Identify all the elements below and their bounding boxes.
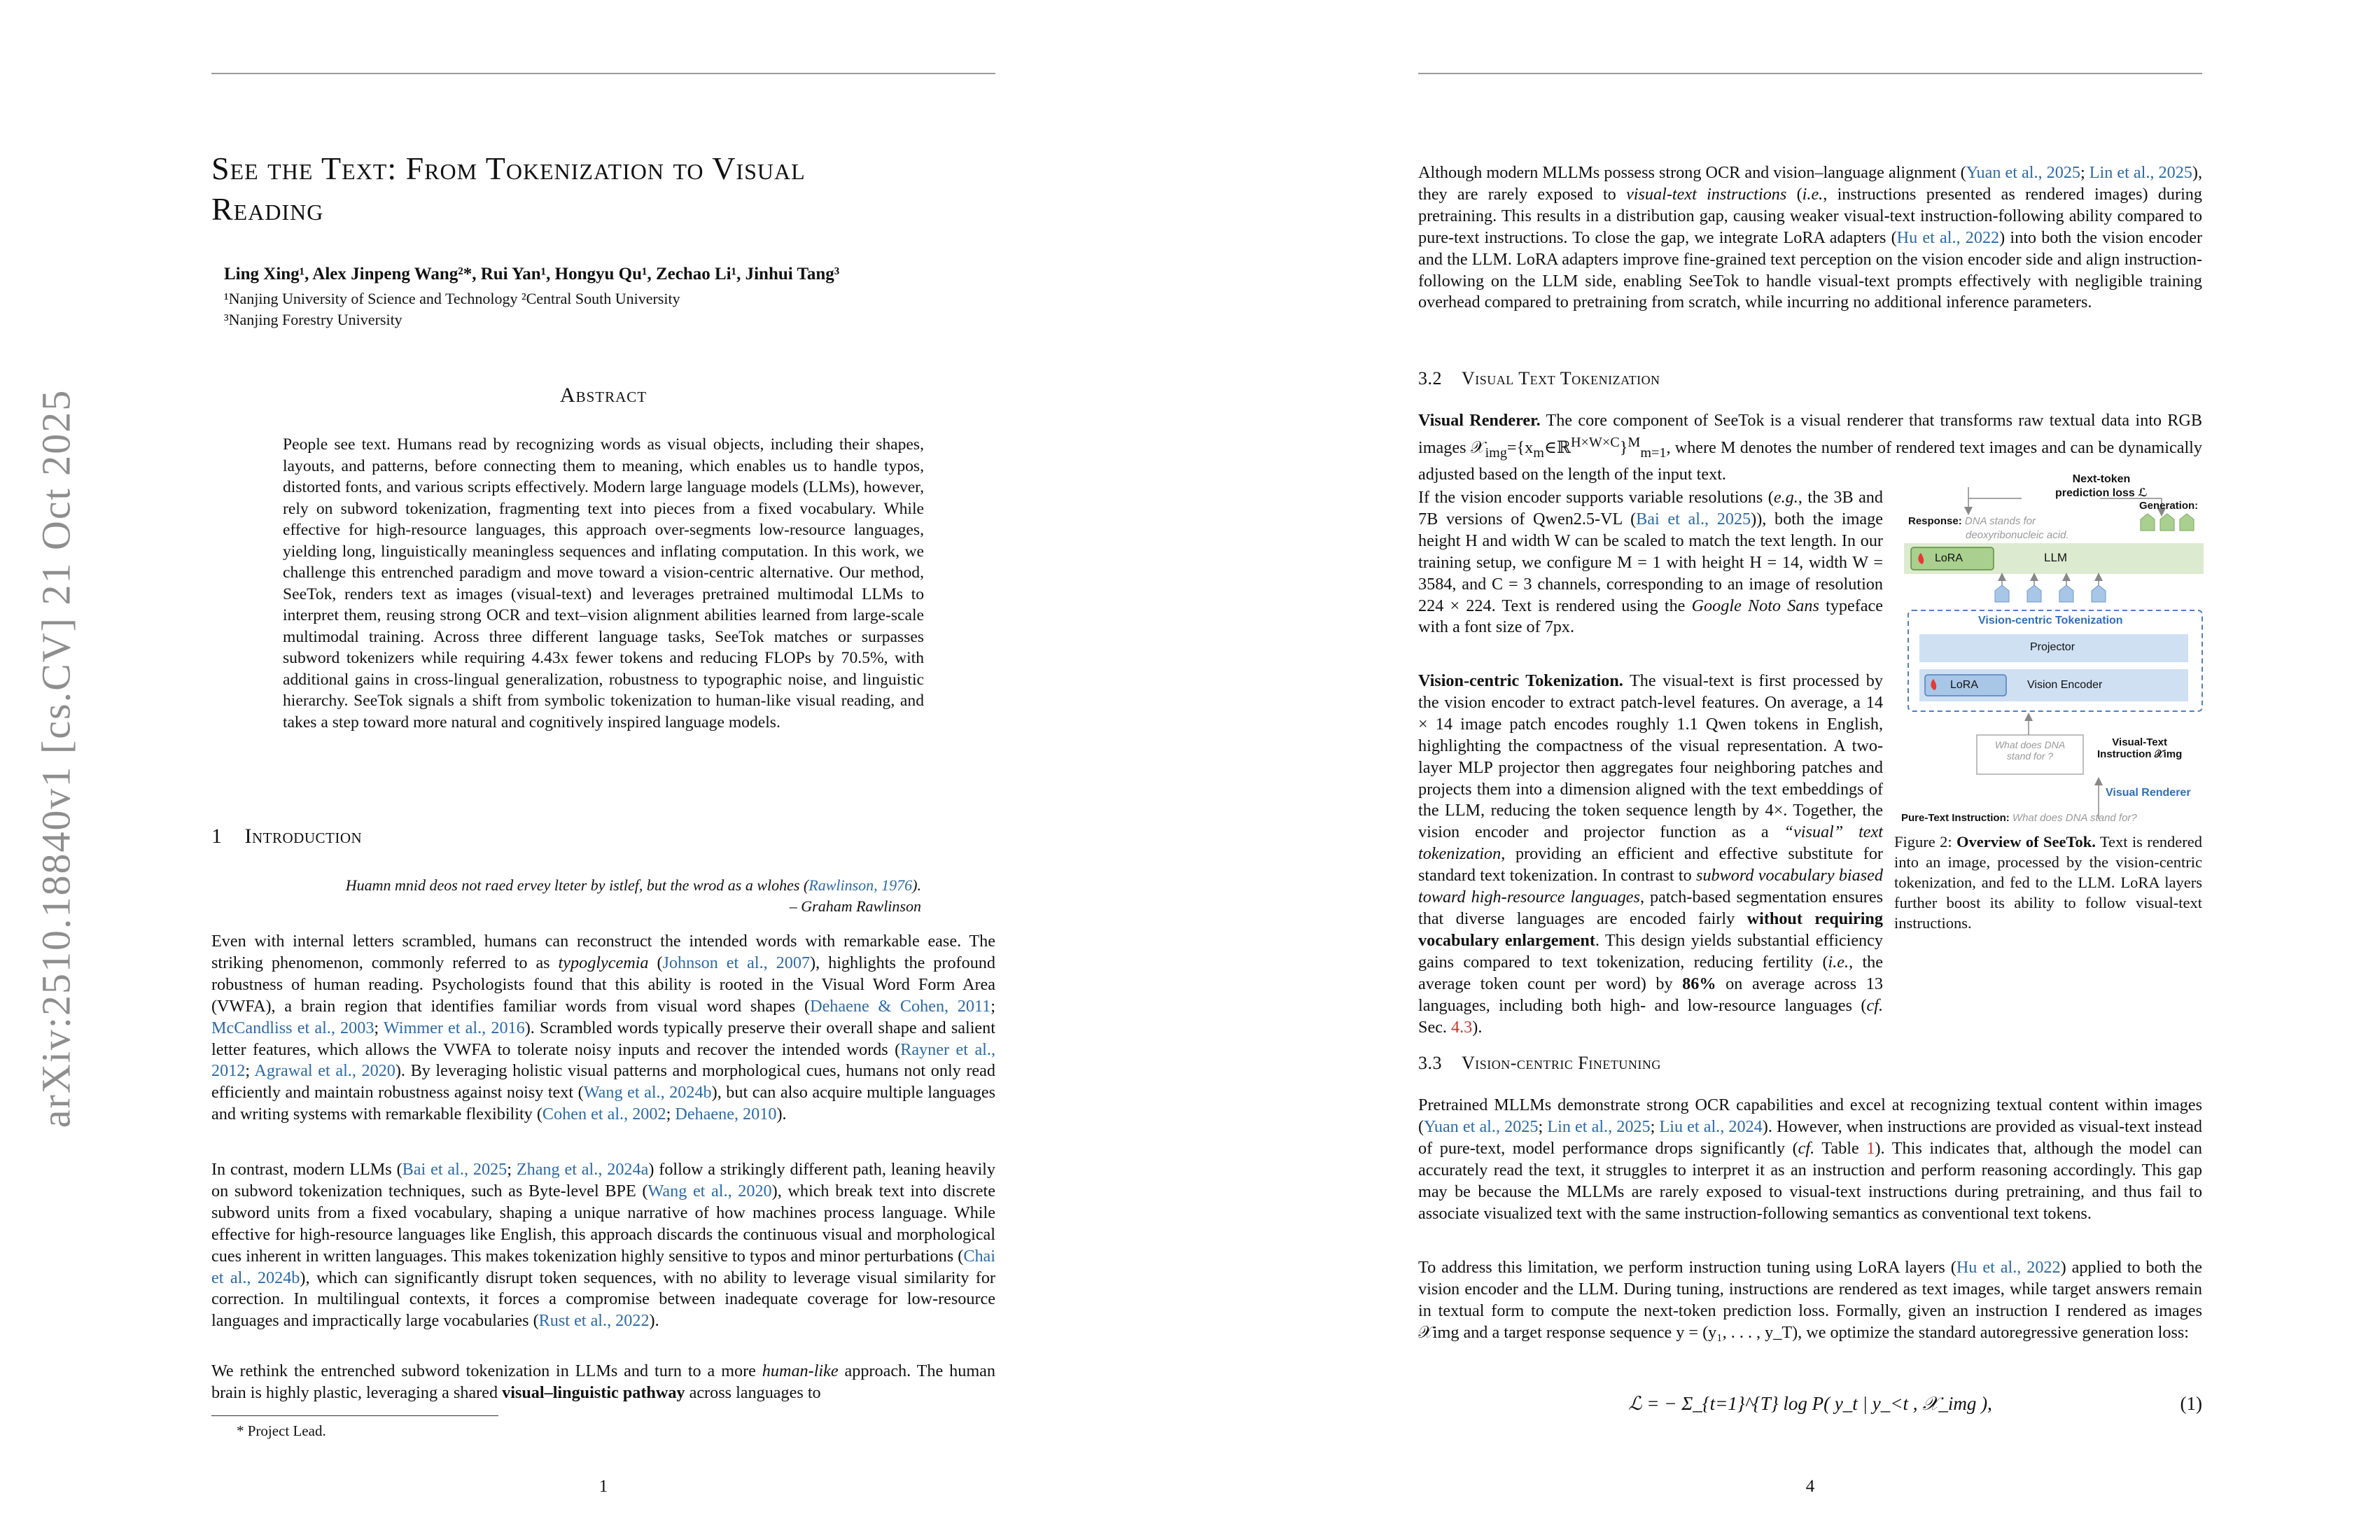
text-run: ), which break text into discrete subword units from a fixed vocabulary, shaping a unique narrative of how machines process language. While effective for high-resource languages like English, this approach discards the continuous visual and morphological cues inherent in written languages. This makes tokenization highly sensitive to typos and minor perturbations ( <box>211 1181 995 1266</box>
citation-link[interactable]: Lin et al., 2025 <box>2089 163 2192 182</box>
text-run: )), both the image height H and width W can be scaled to match the text length. In our training setup, we configure M = 1 with height H = 14, width W = 3584, and C = 3 channels, corresponding to an image of resolution 224 × 224. Text is rendered using the <box>1418 509 1883 615</box>
text-run: Although modern MLLMs possess strong OCR and vision–language alignment ( <box>1418 163 1966 182</box>
text-run: ), they are rarely exposed to <box>1418 163 2203 204</box>
rendered-question <box>1977 739 2083 762</box>
text-run: ), highlights the profound robustness of human reading. Psychologists found that this ability is rooted in the Visual Word Form Area (VWFA), a brain region that identifies familiar words from visual word shapes ( <box>211 953 995 1016</box>
strong-text: 86% <box>1682 974 1716 993</box>
math-subscript: img <box>1485 444 1507 461</box>
text-run: , where M denotes the number of rendered text images and can be dynamically adjusted based on the length of the input text. <box>1418 438 2202 484</box>
text-run: on average across 13 languages, including both high- and low-resource languages ( <box>1418 974 1883 1015</box>
rendered-question-line: stand for ? <box>2006 750 2054 762</box>
page-number: 4 <box>1805 1477 1815 1496</box>
section-3-3-heading <box>1418 1053 1661 1074</box>
citation-link[interactable]: Rawlinson, 1976 <box>808 876 913 894</box>
text-run: Pretrained MLLMs demonstrate strong OCR capabilities and excel at recognizing textual content within images ( <box>1418 1096 2202 1136</box>
strong-text: visual–linguistic pathway <box>502 1382 685 1402</box>
text-run: , the 3B and 7B versions of Qwen2.5-VL ( <box>1418 488 1883 528</box>
text-run: ) into both the vision encoder and the LLM. LoRA adapters improve fine-grained text perception on the vision encoder side and align instruction-following on the LLM side, enabling SeeTok to handle visual-text prompts effectively with negligible training overhead compared to pretraining from scratch, while incurring no additional inference parameters. <box>1418 227 2202 312</box>
prediction-loss-line: prediction loss ℒ <box>2055 487 2148 499</box>
intro-paragraph-1 <box>211 931 995 1126</box>
text-run: across languages to <box>685 1382 821 1402</box>
text-run: ; <box>1650 1116 1660 1136</box>
text-run: ; <box>666 1105 676 1124</box>
generation-token <box>2141 514 2155 531</box>
text-run: ). <box>776 1105 787 1124</box>
citation-link[interactable]: Yuan et al., 2025 <box>1966 163 2080 182</box>
citation-link[interactable]: Lin et al., 2025 <box>1547 1116 1651 1136</box>
math-superscript: H×W×C <box>1570 434 1620 450</box>
abstract-heading: Abstract <box>559 384 648 407</box>
text-run: } <box>1619 438 1628 457</box>
caption-title: Overview of SeeTok. <box>1956 833 2096 850</box>
text-run: In contrast, modern LLMs ( <box>211 1160 402 1179</box>
text-run: ). <box>1472 1017 1483 1037</box>
text-run: ; <box>2080 163 2090 182</box>
next-token-line: Next-token <box>2072 473 2131 485</box>
generation-token <box>2160 514 2174 531</box>
text-run: ( <box>648 953 663 972</box>
footnote: * Project Lead. <box>237 1422 326 1439</box>
text-run: ∈ℝ <box>1544 438 1571 457</box>
generation-token <box>2180 514 2194 531</box>
section-number: 1 <box>211 825 223 848</box>
text-run: We rethink the entrenched subword tokenization in LLMs and turn to a more <box>211 1362 762 1380</box>
header-rule <box>1418 73 2202 74</box>
citation-link[interactable]: Wang et al., 2024b <box>583 1083 712 1102</box>
text-run: , instructions presented as rendered images) during pretraining. This results in a distribution gap, causing weaker visual-text instruction-following ability compared to pure-text instructions. To close the gap, we integrate LoRA adapters ( <box>1418 184 2202 247</box>
emphasis: subword vocabulary biased toward high-resource languages <box>1418 866 1883 907</box>
text-run: ), but can also acquire multiple languages and writing systems with remarkable flexibility ( <box>211 1083 995 1124</box>
text-run: ). <box>649 1311 659 1331</box>
emphasis: cf. <box>1866 995 1883 1015</box>
llm-label: LLM <box>2044 551 2068 564</box>
section-1-heading <box>211 825 362 848</box>
abstract-text: People see text. Humans read by recognizing words as visual objects, including their shapes, layouts, and patterns, before connecting them to meaning, which enables us to handle typos, distorted fonts, and various scripts effectively. Modern large language models (LLMs), however, rely on subword tokenization, fragmenting text into pieces from a fixed vocabulary. While effective for high-resource languages, this approach over-segments low-resource languages, yielding long, linguistically meaningless sequences and inflating computation. In this work, we challenge this entrenched paradigm and move toward a vision-centric alternative. Our method, SeeTok, renders text as images (visual-text) and leverages pretrained multimodal LLMs to interpret them, reusing strong OCR and text–vision alignment abilities learned from large-scale multimodal training. Across three different language tasks, SeeTok matches or surpasses subword tokenizers while requiring 4.43x fewer tokens and reducing FLOPs by 70.5%, with additional gains in cross-lingual generalization, robustness to typographic noise, and linguistic hierarchy. SeeTok signals a shift from symbolic tokenization to human-like visual reading, and takes a step toward more natural and cognitively inspired language models. <box>283 435 924 732</box>
response-heading: Response: <box>1908 515 1962 527</box>
paragraph-label: Visual Renderer. <box>1418 411 1541 430</box>
equation-number: (1) <box>2180 1393 2202 1414</box>
text-run: To address this limitation, we perform instruction tuning using LoRA layers ( <box>1418 1258 1956 1277</box>
section-number: 3.2 <box>1418 368 1442 388</box>
citation-link[interactable]: Rayner et al., 2012 <box>211 1040 995 1081</box>
text-run: ). Scrambled words typically preserve their overall shape and salient letter features, which allows the VWFA to tolerate noisy inputs and recover the intended words ( <box>211 1018 995 1059</box>
text-run: ; <box>245 1061 255 1081</box>
loss-bracket-left <box>1968 487 2022 498</box>
epigraph <box>211 875 921 917</box>
text-run: ( <box>1786 184 1802 204</box>
text-run: Even with internal letters scrambled, humans can reconstruct the intended words with remarkable ease. The striking phenomenon, commonly referred to as <box>211 932 995 972</box>
text-run: ; <box>507 1160 517 1179</box>
section-reference-link[interactable]: 4.3 <box>1451 1017 1473 1037</box>
vision-centric-label: Vision-centric Tokenization <box>1978 615 2123 626</box>
text-run: ). This indicates that, although the model can accurately read the text, it struggles to interpret it as an instruction and perform reasoning accordingly. This gap may be because the MLLMs are rarely exposed to visual-text instructions during pretraining, and thus fail to associate visualized text with the same instruction-following semantics as conventional text tokens. <box>1418 1138 2202 1223</box>
citation-link[interactable]: Cohen et al., 2002 <box>542 1105 666 1124</box>
text-run: typeface with a font size of 7px. <box>1418 596 1883 637</box>
lora-label: LoRA <box>1950 679 1979 691</box>
vt-line: Instruction 𝒳img <box>2097 748 2183 760</box>
arxiv-identifier: arXiv:2510.18840v1 [cs.CV] 21 Oct 2025 <box>33 388 79 1128</box>
right-page <box>1190 0 2380 1540</box>
text-run: ) follow a strikingly different path, leaning heavily on subword tokenization techniques, such as Byte-level BPE ( <box>211 1160 995 1200</box>
text-run: ; <box>990 996 996 1016</box>
figure-2-diagram <box>1890 473 2206 827</box>
text-run: The visual-text is first processed by the vision encoder to extract patch-level features. On average, a 14 × 14 image patch encodes roughly 1.1 Qwen tokens in English, highlighting the compactness of the visual representation. A two-layer MLP projector then aggregates four neighboring patches and projects them into a dimension aligned with the text embeddings of the LLM, reducing the token sequence length by 4×. Together, the vision encoder and projector function as a <box>1418 671 1883 842</box>
emphasis: e.g. <box>1773 488 1798 507</box>
figure-2-caption <box>1894 832 2202 933</box>
equation-body: ℒ = − Σ_{t=1}^{T} log P( y_t | y_<t , 𝒳_img ), <box>1628 1393 1992 1414</box>
quote-text: Huamn mnid deos not raed ervey lteter by istlef, but the wrod as a wlohes ( <box>345 876 809 894</box>
rendered-question-line: What does DNA <box>1994 739 2066 750</box>
pure-text-value: What does DNA stand for? <box>2012 812 2137 824</box>
citation-link[interactable]: Bai et al., 2025 <box>1636 509 1751 528</box>
text-run: , providing an efficient and effective substitute for standard text tokenization. In contrast to <box>1418 844 1883 886</box>
response-label <box>1908 515 2036 527</box>
text-run: If the vision encoder supports variable resolutions ( <box>1418 488 1774 507</box>
lora-label: LoRA <box>1935 552 1963 564</box>
finetuning-paragraph-2 <box>1418 1257 2202 1344</box>
text-run: Sec. <box>1418 1017 1452 1037</box>
affiliation-2: ³Nanjing Forestry University <box>224 311 402 328</box>
text-run: , patch-based segmentation ensures that diverse languages are encoded fairly <box>1418 888 1883 928</box>
paper-title <box>211 148 995 230</box>
text-run: ; <box>374 1018 384 1037</box>
emphasis: visual-text instructions <box>1626 184 1787 204</box>
emphasis: i.e. <box>1802 184 1823 204</box>
citation-link[interactable]: Yuan et al., 2025 <box>1424 1116 1539 1136</box>
text-run: Table <box>1814 1138 1867 1158</box>
section-title: Visual Text Tokenization <box>1462 368 1660 388</box>
section-title: Vision-centric Finetuning <box>1462 1053 1661 1073</box>
resolution-paragraph <box>1418 487 1883 638</box>
vision-encoder-label: Vision Encoder <box>2027 679 2103 691</box>
visual-token <box>2027 585 2041 602</box>
text-run: ). By leveraging holistic visual patterns and morphological cues, humans not only read efficiently and maintain robustness against noisy text ( <box>211 1061 995 1102</box>
math-subscript: m=1 <box>1640 444 1667 461</box>
title-line-1: See the Text: From Tokenization to Visual <box>211 150 806 186</box>
citation-link[interactable]: Dehaene & Cohen, 2011 <box>810 996 991 1016</box>
next-token-label <box>2055 473 2148 500</box>
text-run: ; <box>1538 1116 1548 1136</box>
citation-link[interactable]: Dehaene, 2010 <box>675 1105 777 1124</box>
quote-end: ). <box>912 876 921 894</box>
citation-link[interactable]: Liu et al., 2024 <box>1659 1116 1763 1136</box>
footnote-rule <box>211 1415 498 1416</box>
emphasis: “visual” text tokenization <box>1418 822 1883 864</box>
visual-text-instruction-label <box>2097 736 2182 760</box>
finetuning-paragraph-1 <box>1418 1095 2202 1224</box>
strong-text: without requiring vocabulary enlargement <box>1418 909 1883 950</box>
projector-label: Projector <box>2030 641 2076 653</box>
citation-link[interactable]: Agrawal et al., 2020 <box>254 1061 396 1081</box>
response-text-2: deoxyribonucleic acid. <box>1966 529 2069 541</box>
caption-prefix: Figure 2: <box>1894 833 1957 850</box>
epigraph-text <box>211 875 921 896</box>
author-list: Ling Xing¹, Alex Jinpeng Wang²*, Rui Yan¹, Hongyu Qu¹, Zechao Li¹, Jinhui Tang³ <box>224 265 840 284</box>
text-run: The core component of SeeTok is a visual renderer that transforms raw textual data into RGB images 𝒳 <box>1418 411 2203 457</box>
visual-token <box>2059 585 2073 602</box>
generation-label: Generation: <box>2139 500 2199 512</box>
intro-paragraph-3 <box>211 1361 995 1404</box>
table-reference-link[interactable]: 1 <box>1866 1138 1875 1158</box>
emphasis: Google Noto Sans <box>1691 596 1819 615</box>
citation-link[interactable]: Wimmer et al., 2016 <box>383 1018 525 1037</box>
citation-link[interactable]: Hu et al., 2022 <box>1896 227 2000 247</box>
text-run: ). However, when instructions are provided as visual-text instead of pure-text, model performance drops significantly ( <box>1418 1116 2202 1158</box>
citation-link[interactable]: Johnson et al., 2007 <box>662 953 811 972</box>
emphasis: cf. <box>1798 1138 1815 1158</box>
vision-centric-tokenization-paragraph <box>1418 671 1883 1038</box>
emphasis: i.e. <box>1828 952 1849 972</box>
vt-line: Visual-Text <box>2112 736 2167 748</box>
text-run: ) applied to both the vision encoder and the LLM. During tuning, instructions are rendered as text images, while target answers remain in textual form to compute the next-token prediction loss. Formally, given an instruction I rendered as images 𝒳img and a target response sequence y = (y₁, . . . , y_T), we optimize the standard autoregressive generation loss: <box>1418 1258 2202 1342</box>
citation-link[interactable]: Chai et al., 2024b <box>211 1246 995 1287</box>
visual-token <box>2092 585 2106 602</box>
epigraph-attribution: – Graham Rawlinson <box>789 897 921 915</box>
citation-link[interactable]: Bai et al., 2025 <box>402 1160 507 1179</box>
caption-text: Text is rendered into an image, processed by the vision-centric tokenization, and fed to the LLM. LoRA layers further boost its ability to follow visual-text instructions. <box>1894 833 2202 932</box>
paragraph-label: Vision-centric Tokenization. <box>1418 671 1623 690</box>
term-emphasis: typoglycemia <box>558 953 649 972</box>
math-superscript: M <box>1628 434 1641 450</box>
text-run: , the average token count per word) by <box>1418 952 1883 993</box>
citation-link[interactable]: Rust et al., 2022 <box>538 1311 650 1331</box>
text-run: ={x <box>1506 438 1534 457</box>
emphasis: human-like <box>762 1362 839 1380</box>
intro-paragraph-2 <box>211 1159 995 1332</box>
pure-text-heading: Pure-Text Instruction: <box>1901 812 2010 824</box>
affiliation-1: ¹Nanjing University of Science and Technology ²Central South University <box>224 290 680 307</box>
section-number: 3.3 <box>1418 1053 1442 1073</box>
pure-text-instruction <box>1901 812 2137 824</box>
citation-link[interactable]: McCandliss et al., 2003 <box>211 1018 374 1037</box>
section-title: Introduction <box>244 825 363 848</box>
header-rule <box>211 73 995 74</box>
text-run: . This design yields substantial efficiency gains compared to text tokenization, reducing fertility ( <box>1418 930 1883 972</box>
citation-link[interactable]: Hu et al., 2022 <box>1956 1258 2061 1277</box>
response-text: DNA stands for <box>1964 515 2036 527</box>
visual-token <box>1995 585 2009 602</box>
math-subscript: m <box>1533 444 1544 461</box>
text-run: ), which can significantly disrupt token sequences, with no ability to leverage visual similarity for correction. In multilingual contexts, it forces a compromise between inadequate coverage for low-resource languages and impractically large vocabularies ( <box>211 1268 995 1331</box>
section-3-2-heading <box>1418 368 1660 389</box>
citation-link[interactable]: Wang et al., 2020 <box>648 1181 772 1200</box>
visual-renderer-label: Visual Renderer <box>2106 787 2191 799</box>
text-run: approach. The human brain is highly plastic, leveraging a shared <box>211 1362 995 1402</box>
lora-paragraph <box>1418 162 2202 314</box>
equation-1 <box>1418 1393 2202 1415</box>
citation-link[interactable]: Zhang et al., 2024a <box>516 1160 649 1179</box>
page-number: 1 <box>598 1477 608 1496</box>
title-line-2: Reading <box>211 191 324 227</box>
